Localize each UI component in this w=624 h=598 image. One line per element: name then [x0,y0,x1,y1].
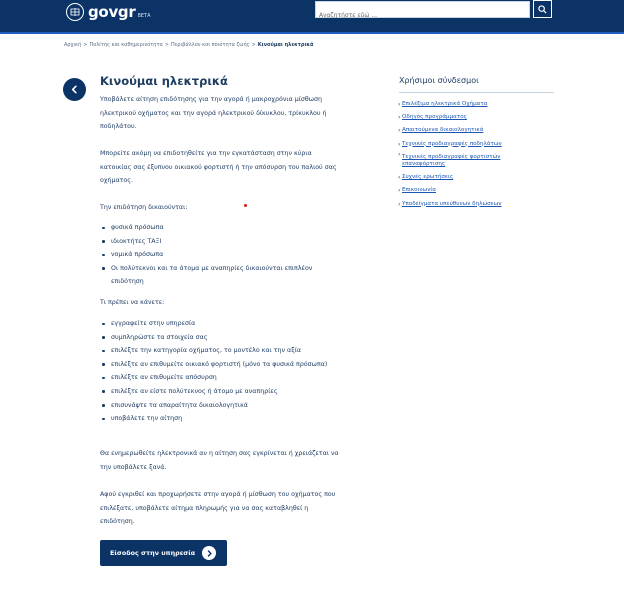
enter-service-label: Είσοδος στην υπηρεσία [110,549,196,557]
breadcrumb-item-home[interactable]: Αρχική [64,42,82,48]
breadcrumb-separator: > [83,42,88,48]
list-item: επιλέξτε αν είστε πολύτεκνος ή άτομο με αναπηρίες [101,385,346,399]
logo-beta-label: ΒΕΤΑ [137,13,151,19]
link-bicycle-specs[interactable]: Τεχνικές προδιαγραφές ποδηλάτων [402,140,502,147]
sidebar-link-item [399,111,539,124]
sidebar-link-item [399,151,539,171]
list-item: επιλέξτε αν επιθυμείτε οικιακό φορτιστή (μόνο τα φυσικά πρόσωπα) [101,358,346,372]
list-item: συμπληρώστε τα στοιχεία σας [101,331,346,345]
logo-text-accent: gr [117,3,136,21]
search-input[interactable] [316,8,529,23]
search-box [315,1,530,18]
breadcrumb [64,42,313,48]
search-icon [538,5,547,14]
top-header [0,0,624,34]
page-title: Κινούμαι ηλεκτρικά [100,74,228,88]
link-declaration-templates[interactable]: Υποδείγματα υπεύθυνων δηλώσεων [402,200,502,207]
intro-text [100,93,340,134]
govgr-logo[interactable] [66,3,151,21]
breadcrumb-separator: > [251,42,256,48]
link-charger-specs[interactable]: Τεχνικές προδιαγραφές φορτιστών επαναφόρτισης [402,153,501,168]
breadcrumb-item-environment[interactable]: Περιβάλλον και ποιότητα ζωής [170,42,250,48]
useful-links-list [399,98,539,211]
logo-text: gov [88,3,118,21]
list-item: ιδιοκτήτες ΤΑΞΙ [101,235,346,249]
breadcrumb-item-citizen[interactable]: Πολίτης και καθημερινότητα [89,42,163,48]
chevron-right-icon [202,546,216,560]
list-item: νομικά πρόσωπα [101,248,346,262]
sidebar-link-item [399,171,539,184]
sidebar-link-item [399,138,539,151]
list-item: Οι πολύτεκνοι και τα άτομα με αναπηρίες δικαιούνται επιπλέον επιδότηση [101,262,346,289]
back-button[interactable] [63,78,86,101]
steps-list [101,317,346,426]
list-item: φυσικά πρόσωπα [101,221,346,235]
eligible-list [101,221,346,289]
red-dot-marker [244,204,247,207]
greek-emblem-icon [66,3,84,21]
breadcrumb-current: Κινούμαι ηλεκτρικά [257,42,314,48]
link-program-guide[interactable]: Οδηγός προγράμματος [402,114,467,121]
list-item: υποβάλετε την αίτηση [101,412,346,426]
payment-text [100,488,340,529]
sidebar-divider [399,92,554,93]
list-item: εγγραφείτε στην υπηρεσία [101,317,346,331]
link-contact[interactable]: Επικοινωνία [402,187,436,194]
eligible-label [100,201,340,215]
breadcrumb-separator: > [164,42,169,48]
link-eligible-vehicles[interactable]: Επιλέξιμα ηλεκτρικά Οχήματα [402,101,488,107]
sidebar-link-item [399,124,539,137]
sidebar-link-item [399,198,539,211]
chevron-left-icon [70,85,79,94]
list-item: επιλέξτε την κατηγορία οχήματος, το μοντέλο και την αξία [101,344,346,358]
search-button[interactable] [533,0,552,18]
sidebar-link-item [399,98,539,111]
charger-paragraph: Μπορείτε ακόμη να επιδοτηθείτε για την εγκατάσταση στην κύρια κατοικίας σας έξυπνου οικιακού φορτιστή ή την απόσυρση του παλιού σας οχήματος. [100,150,337,184]
list-item: επιλέξτε αν επιθυμείτε απόσυρση [101,371,346,385]
sidebar-link-item [399,184,539,197]
notify-text [100,447,340,474]
steps-heading: Τι πρέπει να κάνετε: [100,299,165,306]
notify-paragraph: Θα ενημερωθείτε ηλεκτρονικά αν η αίτηση σας εγκρίνεται ή χρειάζεται να την υποβάλετε ξανά. [100,450,339,471]
link-required-documents[interactable]: Απαιτούμενα δικαιολογητικά [402,127,484,134]
useful-links-title: Χρήσιμοι σύνδεσμοι [399,76,479,85]
enter-service-button[interactable] [100,540,227,566]
charger-text [100,147,340,188]
link-faq[interactable]: Συχνές ερωτήσεις [402,174,454,181]
eligible-heading: Την επιδότηση δικαιούνται: [100,204,188,211]
steps-label [100,296,340,310]
payment-paragraph: Αφού εγκριθεί και προχωρήσετε στην αγορά ή μίσθωση του οχήματος που επιλέξατε, υποβάλετε αίτημα πληρωμής για να σας καταβληθεί η επιδότηση. [100,491,336,525]
list-item: επισυνάψτε τα απαραίτητα δικαιολογητικά [101,399,346,413]
intro-paragraph: Υποβάλετε αίτηση επιδότησης για την αγορά ή μακροχρόνια μίσθωση ηλεκτρικού οχήματος και την αγορά ηλεκτρικού δίκυκλου, τρίκυκλου ή ποδηλάτου. [100,96,327,130]
